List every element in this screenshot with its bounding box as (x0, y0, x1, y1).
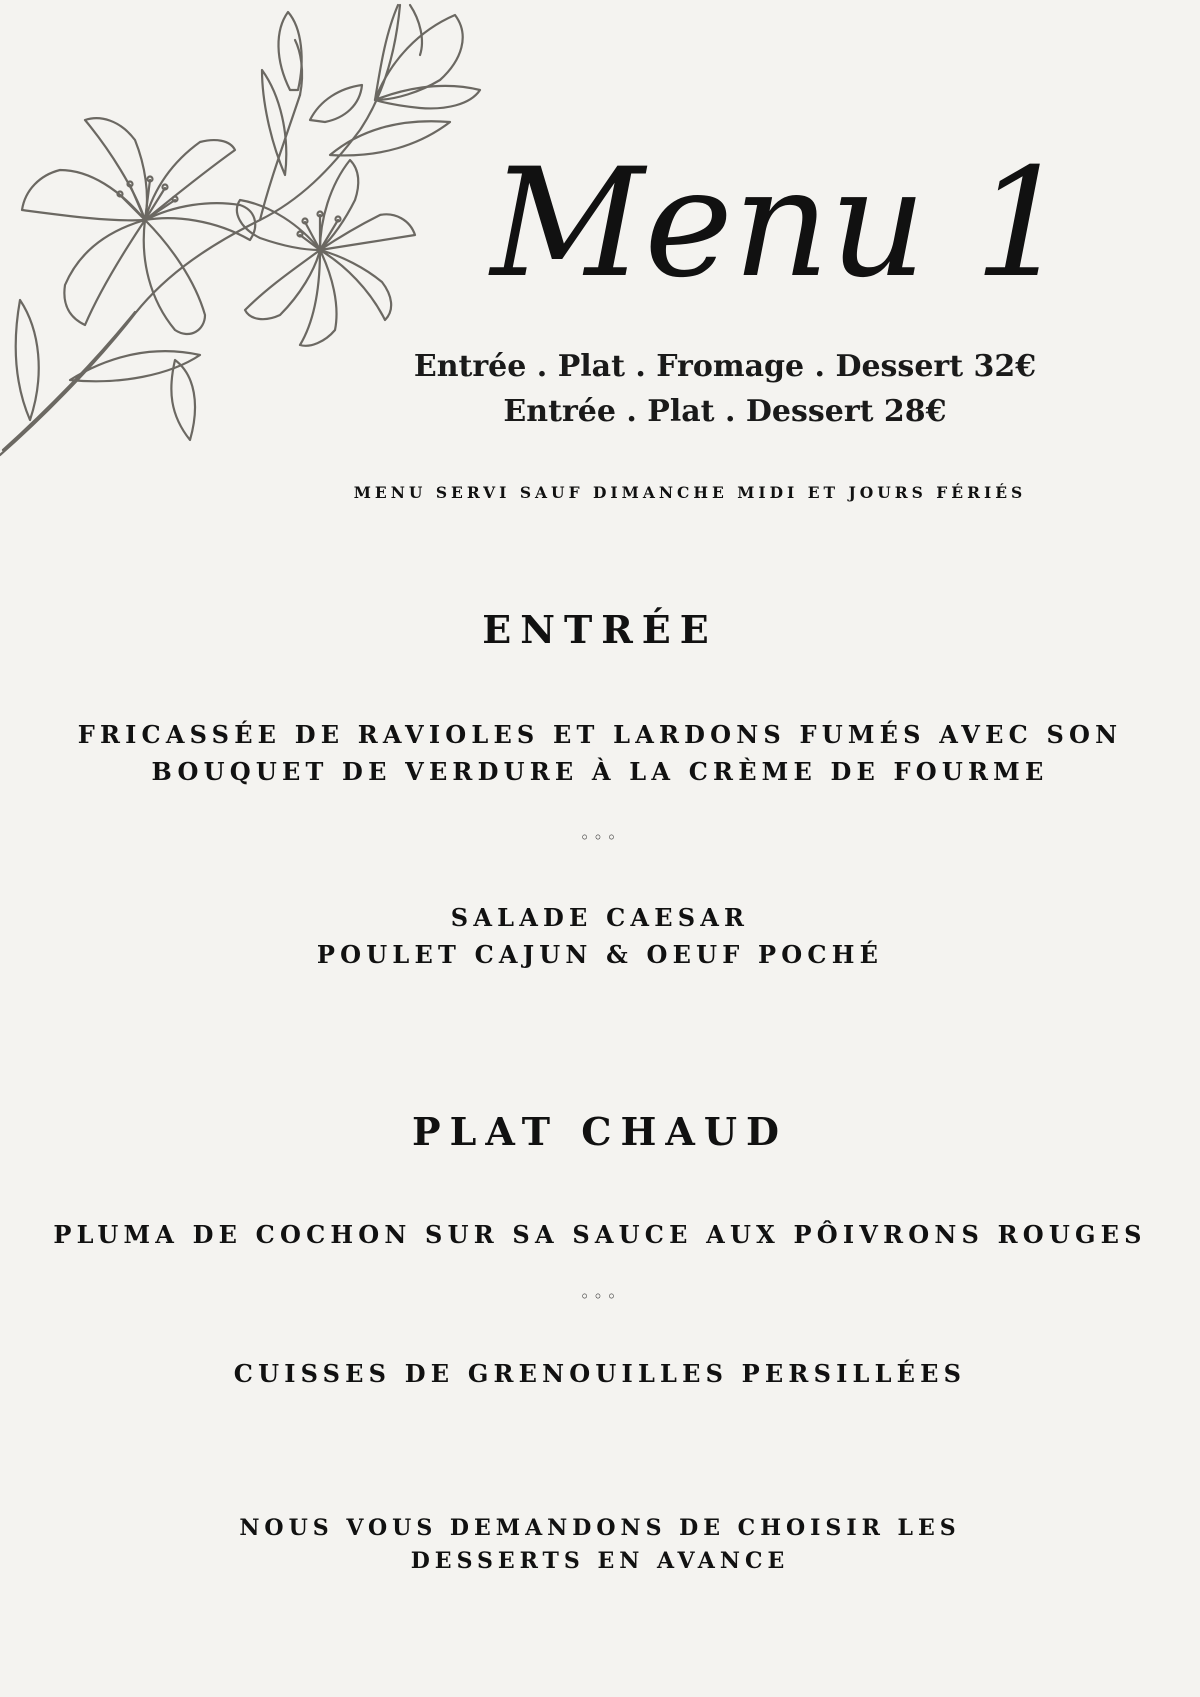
entree-item-2-line-1: SALADE CAESAR (450, 903, 750, 932)
entree-item-2-line-2: POULET CAJUN & OEUF POCHÉ (316, 940, 884, 969)
entree-item-1-line-1: FRICASSÉE DE RAVIOLES ET LARDONS FUMÉS AVEC SON (77, 720, 1123, 749)
plat-item-1: PLUMA DE COCHON SUR SA SAUCE AUX PÔIVRONS ROUGES (53, 1220, 1147, 1249)
separator: ◦◦◦ (579, 828, 621, 847)
svg-text:Menu 1: Menu 1 (490, 137, 1070, 311)
separator: ◦◦◦ (579, 1287, 621, 1306)
section-heading-plat: PLAT CHAUD (412, 1109, 788, 1154)
plat-item-2: CUISSES DE GRENOUILLES PERSILLÉES (233, 1359, 967, 1388)
entree-item-2 (40, 899, 1160, 973)
entree-item-1 (40, 716, 1160, 790)
dessert-notice (40, 1512, 1160, 1578)
lily-flower-right-icon (237, 160, 415, 346)
price-line-full: Entrée . Plat . Fromage . Dessert 32€ (413, 349, 1037, 384)
dessert-notice-line-2: DESSERTS EN AVANCE (410, 1548, 790, 1574)
service-notice: MENU SERVI SAUF DIMANCHE MIDI ET JOURS FÉRIÉS (353, 483, 1027, 502)
dessert-notice-line-1: NOUS VOUS DEMANDONS DE CHOISIR LES (239, 1515, 961, 1541)
lily-flower-left-icon (22, 118, 255, 334)
price-line-short: Entrée . Plat . Dessert 28€ (503, 394, 947, 429)
entree-item-1-line-2: BOUQUET DE VERDURE À LA CRÈME DE FOURME (151, 757, 1049, 786)
section-heading-entree: ENTRÉE (482, 607, 718, 652)
price-list (380, 344, 1070, 434)
menu-title (480, 110, 1080, 350)
